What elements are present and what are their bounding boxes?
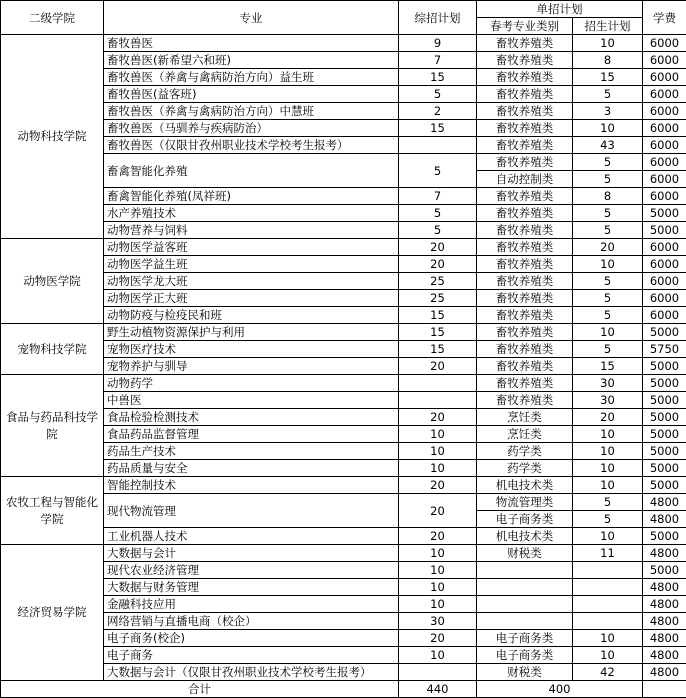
fee-cell: 5000: [643, 477, 686, 494]
category-cell: 畜牧养殖类: [477, 222, 573, 239]
fee-cell: 6000: [643, 154, 686, 171]
header-major: 专业: [104, 1, 399, 35]
major-cell: 畜牧兽医(新希望六和班): [104, 52, 399, 69]
major-cell: 网络营销与直播电商（校企）: [104, 613, 399, 630]
comp-cell: 5: [399, 205, 477, 222]
major-cell: 宠物医疗技术: [104, 341, 399, 358]
fee-cell: 5000: [643, 375, 686, 392]
comp-cell: [399, 392, 477, 409]
category-cell: 畜牧养殖类: [477, 273, 573, 290]
table-row: [1, 307, 686, 324]
college-cell: 宠物科技学院: [1, 324, 104, 375]
table-row: [1, 120, 686, 137]
major-cell: 金融科技应用: [104, 596, 399, 613]
table-row: [1, 579, 686, 596]
major-cell: 中兽医: [104, 392, 399, 409]
header-category: 春考专业类别: [477, 18, 573, 35]
table-row: [1, 596, 686, 613]
table-row: [1, 69, 686, 86]
fee-cell: 4800: [643, 494, 686, 511]
category-cell: 机电技术类: [477, 528, 573, 545]
college-cell: 食品与药品科技学院: [1, 375, 104, 477]
fee-cell: 5000: [643, 392, 686, 409]
category-cell: 畜牧养殖类: [477, 290, 573, 307]
category-cell: 烹饪类: [477, 409, 573, 426]
plan-cell: 15: [573, 69, 643, 86]
category-cell: 畜牧养殖类: [477, 52, 573, 69]
category-cell: 畜牧养殖类: [477, 103, 573, 120]
comp-cell: 5: [399, 222, 477, 239]
fee-cell: 6000: [643, 256, 686, 273]
plan-cell: 20: [573, 409, 643, 426]
table-row: [1, 239, 686, 256]
table-row: [1, 562, 686, 579]
comp-cell: 10: [399, 562, 477, 579]
plan-cell: 8: [573, 188, 643, 205]
total-label: 合计: [1, 681, 399, 698]
comp-cell: 5: [399, 86, 477, 103]
table-row: [1, 324, 686, 341]
category-cell: 药学类: [477, 460, 573, 477]
comp-cell: 20: [399, 239, 477, 256]
comp-cell: [399, 137, 477, 154]
category-cell: 畜牧养殖类: [477, 375, 573, 392]
comp-cell: 25: [399, 273, 477, 290]
plan-cell: 3: [573, 103, 643, 120]
table-row: [1, 205, 686, 222]
comp-cell: 10: [399, 596, 477, 613]
fee-cell: 6000: [643, 290, 686, 307]
category-cell: [477, 562, 573, 579]
total-comp: 440: [399, 681, 477, 698]
category-cell: 电子商务类: [477, 511, 573, 528]
major-cell: 宠物养护与驯导: [104, 358, 399, 375]
table-row: [1, 545, 686, 562]
fee-cell: 6000: [643, 171, 686, 188]
fee-cell: 5000: [643, 426, 686, 443]
plan-cell: 5: [573, 341, 643, 358]
plan-cell: 10: [573, 256, 643, 273]
fee-cell: 6000: [643, 137, 686, 154]
category-cell: 药学类: [477, 443, 573, 460]
plan-cell: 10: [573, 460, 643, 477]
major-cell: 电子商务(校企): [104, 630, 399, 647]
plan-cell: 10: [573, 630, 643, 647]
category-cell: 财税类: [477, 545, 573, 562]
fee-cell: 4800: [643, 545, 686, 562]
plan-cell: [573, 579, 643, 596]
fee-cell: 5000: [643, 409, 686, 426]
table-row: [1, 409, 686, 426]
total-fee: [643, 681, 686, 698]
table-row: [1, 664, 686, 681]
table-row: [1, 647, 686, 664]
plan-cell: 10: [573, 647, 643, 664]
comp-cell: 20: [399, 358, 477, 375]
comp-cell: 5: [399, 154, 477, 188]
major-cell: 畜牧兽医（仅限甘孜州职业技术学校考生报考）: [104, 137, 399, 154]
comp-cell: [399, 375, 477, 392]
table-row: [1, 358, 686, 375]
category-cell: 畜牧养殖类: [477, 35, 573, 52]
table-row: [1, 613, 686, 630]
table-row: [1, 256, 686, 273]
comp-cell: 15: [399, 341, 477, 358]
major-cell: 动物医学益客班: [104, 239, 399, 256]
fee-cell: 6000: [643, 103, 686, 120]
category-cell: [477, 579, 573, 596]
category-cell: [477, 596, 573, 613]
plan-cell: 10: [573, 528, 643, 545]
plan-cell: 10: [573, 443, 643, 460]
plan-cell: 15: [573, 358, 643, 375]
fee-cell: 5000: [643, 528, 686, 545]
major-cell: 水产养殖技术: [104, 205, 399, 222]
table-row: [1, 341, 686, 358]
plan-cell: 5: [573, 154, 643, 171]
comp-cell: 7: [399, 188, 477, 205]
comp-cell: 15: [399, 307, 477, 324]
table-row: [1, 188, 686, 205]
comp-cell: 10: [399, 443, 477, 460]
major-cell: 畜牧兽医（养禽与禽病防治方向）益生班: [104, 69, 399, 86]
category-cell: 畜牧养殖类: [477, 239, 573, 256]
category-cell: 物流管理类: [477, 494, 573, 511]
comp-cell: 2: [399, 103, 477, 120]
major-cell: 大数据与财务管理: [104, 579, 399, 596]
table-row: [1, 477, 686, 494]
plan-cell: 5: [573, 290, 643, 307]
comp-cell: 25: [399, 290, 477, 307]
major-cell: 畜禽智能化养殖: [104, 154, 399, 188]
major-cell: 动物药学: [104, 375, 399, 392]
table-row: [1, 290, 686, 307]
major-cell: 畜牧兽医（养禽与禽病防治方向）中慧班: [104, 103, 399, 120]
table-row: [1, 528, 686, 545]
major-cell: 电子商务: [104, 647, 399, 664]
fee-cell: 4800: [643, 664, 686, 681]
comp-cell: 20: [399, 528, 477, 545]
fee-cell: 6000: [643, 86, 686, 103]
major-cell: 工业机器人技术: [104, 528, 399, 545]
header-comprehensive: 综招计划: [399, 1, 477, 35]
category-cell: 自动控制类: [477, 171, 573, 188]
comp-cell: 20: [399, 477, 477, 494]
major-cell: 动物医学龙大班: [104, 273, 399, 290]
table-row: [1, 392, 686, 409]
major-cell: 动物营养与饲料: [104, 222, 399, 239]
table-row: [1, 35, 686, 52]
comp-cell: 15: [399, 69, 477, 86]
fee-cell: 6000: [643, 307, 686, 324]
major-cell: 畜牧兽医: [104, 35, 399, 52]
college-cell: 动物科技学院: [1, 35, 104, 239]
category-cell: 畜牧养殖类: [477, 69, 573, 86]
plan-cell: 42: [573, 664, 643, 681]
total-row: [1, 681, 686, 698]
fee-cell: 5000: [643, 460, 686, 477]
table-row: [1, 630, 686, 647]
header-college: 二级学院: [1, 1, 104, 35]
major-cell: 药品质量与安全: [104, 460, 399, 477]
plan-cell: 30: [573, 375, 643, 392]
plan-cell: 10: [573, 477, 643, 494]
table-row: [1, 137, 686, 154]
comp-cell: 15: [399, 120, 477, 137]
major-cell: 动物医学正大班: [104, 290, 399, 307]
category-cell: 畜牧养殖类: [477, 341, 573, 358]
fee-cell: 5000: [643, 205, 686, 222]
fee-cell: 5000: [643, 222, 686, 239]
category-cell: 畜牧养殖类: [477, 120, 573, 137]
fee-cell: 6000: [643, 35, 686, 52]
table-row: [1, 494, 686, 511]
fee-cell: 5750: [643, 341, 686, 358]
college-cell: 经济贸易学院: [1, 545, 104, 681]
fee-cell: 4800: [643, 630, 686, 647]
comp-cell: 20: [399, 409, 477, 426]
major-cell: 畜禽智能化养殖(凤祥班): [104, 188, 399, 205]
comp-cell: 30: [399, 613, 477, 630]
major-cell: 药品生产技术: [104, 443, 399, 460]
plan-cell: 10: [573, 324, 643, 341]
table-row: [1, 375, 686, 392]
fee-cell: 5000: [643, 358, 686, 375]
comp-cell: 10: [399, 460, 477, 477]
table-row: [1, 273, 686, 290]
plan-cell: 43: [573, 137, 643, 154]
plan-cell: [573, 613, 643, 630]
fee-cell: 6000: [643, 69, 686, 86]
category-cell: 财税类: [477, 664, 573, 681]
table-row: [1, 460, 686, 477]
plan-cell: 30: [573, 392, 643, 409]
header-single: 单招计划: [477, 1, 643, 18]
comp-cell: 10: [399, 647, 477, 664]
college-cell: 动物医学院: [1, 239, 104, 324]
major-cell: 现代物流管理: [104, 494, 399, 528]
major-cell: 智能控制技术: [104, 477, 399, 494]
fee-cell: 4800: [643, 579, 686, 596]
plan-cell: 5: [573, 511, 643, 528]
comp-cell: 10: [399, 545, 477, 562]
comp-cell: 20: [399, 630, 477, 647]
table-row: [1, 52, 686, 69]
fee-cell: 6000: [643, 188, 686, 205]
plan-cell: 5: [573, 494, 643, 511]
fee-cell: 4800: [643, 596, 686, 613]
category-cell: 畜牧养殖类: [477, 137, 573, 154]
plan-cell: 10: [573, 120, 643, 137]
plan-cell: [573, 562, 643, 579]
category-cell: 电子商务类: [477, 630, 573, 647]
table-row: [1, 426, 686, 443]
category-cell: 畜牧养殖类: [477, 154, 573, 171]
comp-cell: 10: [399, 426, 477, 443]
comp-cell: [399, 664, 477, 681]
plan-cell: 10: [573, 426, 643, 443]
fee-cell: 4800: [643, 511, 686, 528]
fee-cell: 6000: [643, 239, 686, 256]
fee-cell: 5000: [643, 562, 686, 579]
category-cell: 畜牧养殖类: [477, 205, 573, 222]
comp-cell: 9: [399, 35, 477, 52]
major-cell: 畜牧兽医(益客班): [104, 86, 399, 103]
category-cell: 机电技术类: [477, 477, 573, 494]
plan-cell: 5: [573, 171, 643, 188]
table-row: [1, 443, 686, 460]
fee-cell: 5000: [643, 443, 686, 460]
comp-cell: 7: [399, 52, 477, 69]
major-cell: 食品检验检测技术: [104, 409, 399, 426]
table-row: [1, 154, 686, 171]
major-cell: 畜牧兽医（马驯养与疾病防治）: [104, 120, 399, 137]
category-cell: 畜牧养殖类: [477, 307, 573, 324]
category-cell: 烹饪类: [477, 426, 573, 443]
header-fee: 学费: [643, 1, 686, 35]
plan-cell: 5: [573, 307, 643, 324]
category-cell: 畜牧养殖类: [477, 392, 573, 409]
category-cell: [477, 613, 573, 630]
major-cell: 野生动植物资源保护与利用: [104, 324, 399, 341]
plan-cell: 5: [573, 273, 643, 290]
fee-cell: 5000: [643, 324, 686, 341]
comp-cell: 10: [399, 579, 477, 596]
comp-cell: 20: [399, 494, 477, 528]
fee-cell: 6000: [643, 273, 686, 290]
plan-cell: 11: [573, 545, 643, 562]
category-cell: 畜牧养殖类: [477, 86, 573, 103]
major-cell: 现代农业经济管理: [104, 562, 399, 579]
major-cell: 动物医学益生班: [104, 256, 399, 273]
fee-cell: 4800: [643, 647, 686, 664]
major-cell: 大数据与会计（仅限甘孜州职业技术学校考生报考）: [104, 664, 399, 681]
table-row: [1, 86, 686, 103]
plan-cell: 5: [573, 222, 643, 239]
total-plan: 400: [477, 681, 643, 698]
plan-cell: [573, 596, 643, 613]
plan-cell: 5: [573, 205, 643, 222]
major-cell: 大数据与会计: [104, 545, 399, 562]
plan-cell: 8: [573, 52, 643, 69]
header-row-1: [1, 1, 686, 18]
major-cell: 动物防疫与检疫民和班: [104, 307, 399, 324]
plan-cell: 5: [573, 86, 643, 103]
plan-cell: 20: [573, 239, 643, 256]
category-cell: 畜牧养殖类: [477, 256, 573, 273]
category-cell: 畜牧养殖类: [477, 358, 573, 375]
header-enroll: 招生计划: [573, 18, 643, 35]
fee-cell: 4800: [643, 613, 686, 630]
comp-cell: 15: [399, 324, 477, 341]
category-cell: 畜牧养殖类: [477, 324, 573, 341]
category-cell: 电子商务类: [477, 647, 573, 664]
fee-cell: 6000: [643, 52, 686, 69]
major-cell: 食品药品监督管理: [104, 426, 399, 443]
fee-cell: 6000: [643, 120, 686, 137]
table-row: [1, 222, 686, 239]
comp-cell: 20: [399, 256, 477, 273]
college-cell: 农牧工程与智能化学院: [1, 477, 104, 545]
plan-cell: 10: [573, 35, 643, 52]
category-cell: 畜牧养殖类: [477, 188, 573, 205]
table-row: [1, 103, 686, 120]
